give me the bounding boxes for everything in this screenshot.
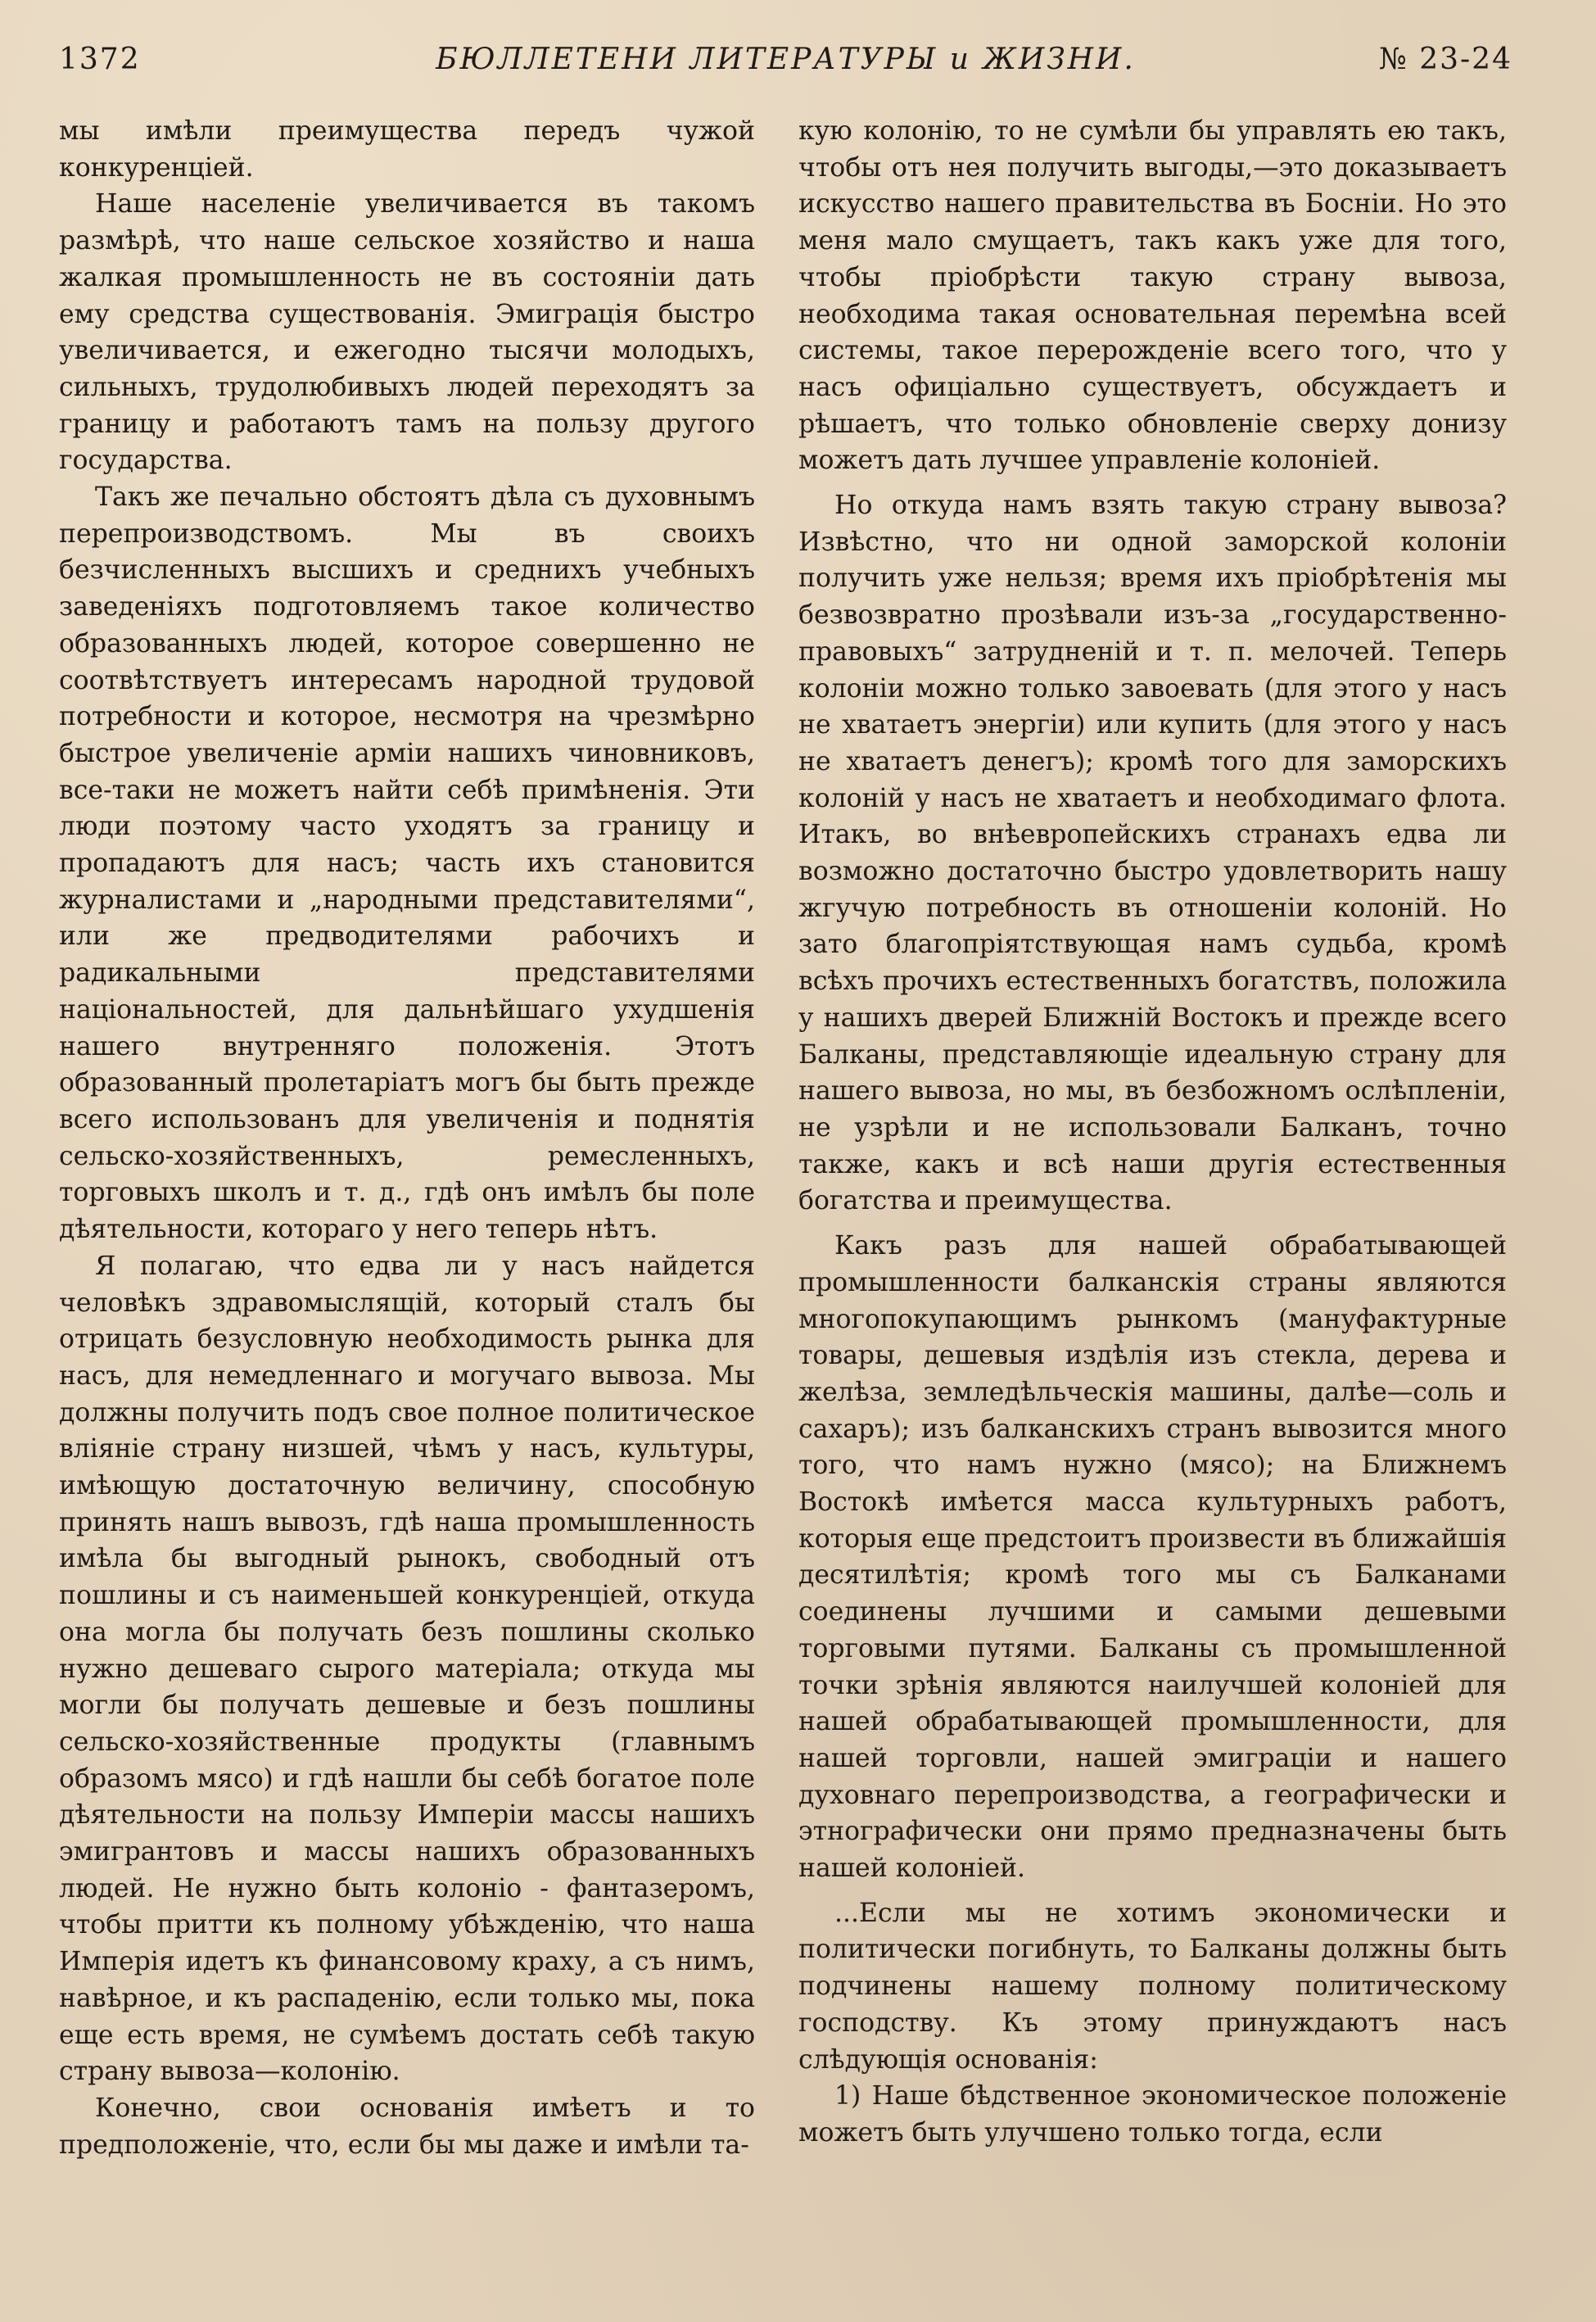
paragraph: Но откуда намъ взять такую страну вывоза? Извѣстно, что ни одной заморской колоніи получить уже нельзя; время ихъ пріобрѣтенія мы безвозвратно прозѣвали изъ-за „государственно-правовыхъ“ затрудненій и т. п. мелочей. Теперь колоніи можно только завоевать (для этого у насъ не хватаетъ энергіи) или купить (для этого у насъ не хватаетъ денегъ); кромѣ того для заморскихъ колоній у насъ не хватаетъ и необходимаго флота. Итакъ, во внѣевропейскихъ странахъ едва ли возможно достаточно быстро удовлетворить нашу жгучую потребность въ отношеніи колоній. Но зато благопріятствующая намъ судьба, кромѣ всѣхъ прочихъ естественныхъ богатствъ, положила у нашихъ дверей Ближній Востокъ и прежде всего Балканы, представляющіе идеальную страну для нашего вывоза, но мы, въ безбожномъ ослѣпленіи, не узрѣли и не использовали Балканъ, точно также, какъ и всѣ наши другія естественныя богатства и преимущества. bbox=[798, 491, 1507, 1216]
paragraph: мы имѣли преимущества передъ чужой конкуренціей. bbox=[59, 116, 755, 183]
running-title: БЮЛЛЕТЕНИ ЛИТЕРАТУРЫ и ЖИЗНИ. bbox=[436, 43, 1136, 76]
paragraph: кую колонію, то не сумѣли бы управлять ею такъ, чтобы отъ нея получить выгоды,—это доказываетъ искусство нашего правительства въ Босніи. Но это меня мало смущаетъ, такъ какъ уже для того, чтобы пріобрѣсти такую страну вывоза, необходима такая основательная перемѣна всей системы, такое перерожденіе всего того, что у насъ офиціально существуетъ, обсуждаетъ и рѣшаетъ, что только обновленіе сверху донизу можетъ дать лучшее управленіе колоніей. bbox=[798, 116, 1507, 476]
paragraph: Я полагаю, что едва ли у насъ найдется человѣкъ здравомыслящій, который сталъ бы отрицать безусловную необходимость рынка для насъ, для немедленнаго и могучаго вывоза. Мы должны получить подъ свое полное политическое вліяніе страну низшей, чѣмъ у насъ, культуры, имѣющую достаточную величину, способную принять нашъ вывозъ, гдѣ наша промышленность имѣла бы выгодный рынокъ, свободный отъ пошлины и съ наименьшей конкуренціей, откуда она могла бы получать безъ пошлины сколько нужно дешеваго сырого матеріала; откуда мы могли бы получать дешевые и безъ пошлины сельско-хозяйственные продукты (главнымъ образомъ мясо) и гдѣ нашли бы себѣ богатое поле дѣятельности на пользу Имперіи массы нашихъ эмигрантовъ и массы нашихъ образованныхъ людей. Не нужно быть колоніо - фантазеромъ, чтобы притти къ полному убѣжденію, что наша Имперія идетъ къ финансовому краху, а съ нимъ, навѣрное, и къ распаденію, если только мы, пока еще есть время, не сумѣемъ достать себѣ такую страну вывоза—колонію. bbox=[59, 1251, 755, 2087]
paragraph: 1) Наше бѣдственное экономическое положеніе можетъ быть улучшено только тогда, если bbox=[798, 2081, 1507, 2148]
issue-number: № 23-24 bbox=[1378, 43, 1512, 76]
page-header bbox=[59, 43, 1512, 92]
right-column bbox=[798, 113, 1507, 2292]
page-number: 1372 bbox=[59, 43, 141, 76]
paragraph: Конечно, свои основанія имѣетъ и то предположеніе, что, если бы мы даже и имѣли та- bbox=[59, 2093, 755, 2160]
paragraph: Такъ же печально обстоятъ дѣла съ духовнымъ перепроизводствомъ. Мы въ своихъ безчисленныхъ высшихъ и среднихъ учебныхъ заведеніяхъ подготовляемъ такое количество образованныхъ людей, которое совершенно не соотвѣтствуетъ интересамъ народной трудовой потребности и которое, несмотря на чрезмѣрно быстрое увеличеніе арміи нашихъ чиновниковъ, все-таки не можетъ найти себѣ примѣненія. Эти люди поэтому часто уходятъ за границу и пропадаютъ для насъ; часть ихъ становится журналистами и „народными представителями“, или же предводителями рабочихъ и радикальными представителями національностей, для дальнѣйшаго ухудшенія нашего внутренняго положенія. Этотъ образованный пролетаріатъ могъ бы быть прежде всего использованъ для увеличенія и поднятія сельско-хозяйственныхъ, ремесленныхъ, торговыхъ школъ и т. д., гдѣ онъ имѣлъ бы поле дѣятельности, котораго у него теперь нѣтъ. bbox=[59, 482, 755, 1245]
left-column bbox=[59, 113, 755, 2292]
paragraph: Какъ разъ для нашей обрабатывающей промышленности балканскія страны являются многопокупающимъ рынкомъ (мануфактурные товары, дешевыя издѣлія изъ стекла, дерева и желѣза, земледѣльческія машины, далѣе—соль и сахаръ); изъ балканскихъ странъ вывозится много того, что намъ нужно (мясо); на Ближнемъ Востокѣ имѣется масса культурныхъ работъ, которыя еще предстоитъ произвести въ ближайшія десятилѣтія; кромѣ того мы съ Балканами соединены лучшими и самыми дешевыми торговыми путями. Балканы съ промышленной точки зрѣнія являются наилучшей колоніей для нашей обрабатывающей промышленности, для нашей торговли, нашей эмиграціи и нашего духовнаго перепроизводства, а географически и этнографически они прямо предназначены быть нашей колоніей. bbox=[798, 1231, 1507, 1884]
paragraph: ...Если мы не хотимъ экономически и политически погибнуть, то Балканы должны быть подчинены нашему полному политическому господству. Къ этому принуждаютъ насъ слѣдующія основанія: bbox=[798, 1898, 1507, 2075]
paragraph: Наше населеніе увеличивается въ такомъ размѣрѣ, что наше сельское хозяйство и наша жалкая промышленность не въ состояніи дать ему средства существованія. Эмиграція быстро увеличивается, и ежегодно тысячи молодыхъ, сильныхъ, трудолюбивыхъ людей переходятъ за границу и работаютъ тамъ на пользу другого государства. bbox=[59, 189, 755, 476]
